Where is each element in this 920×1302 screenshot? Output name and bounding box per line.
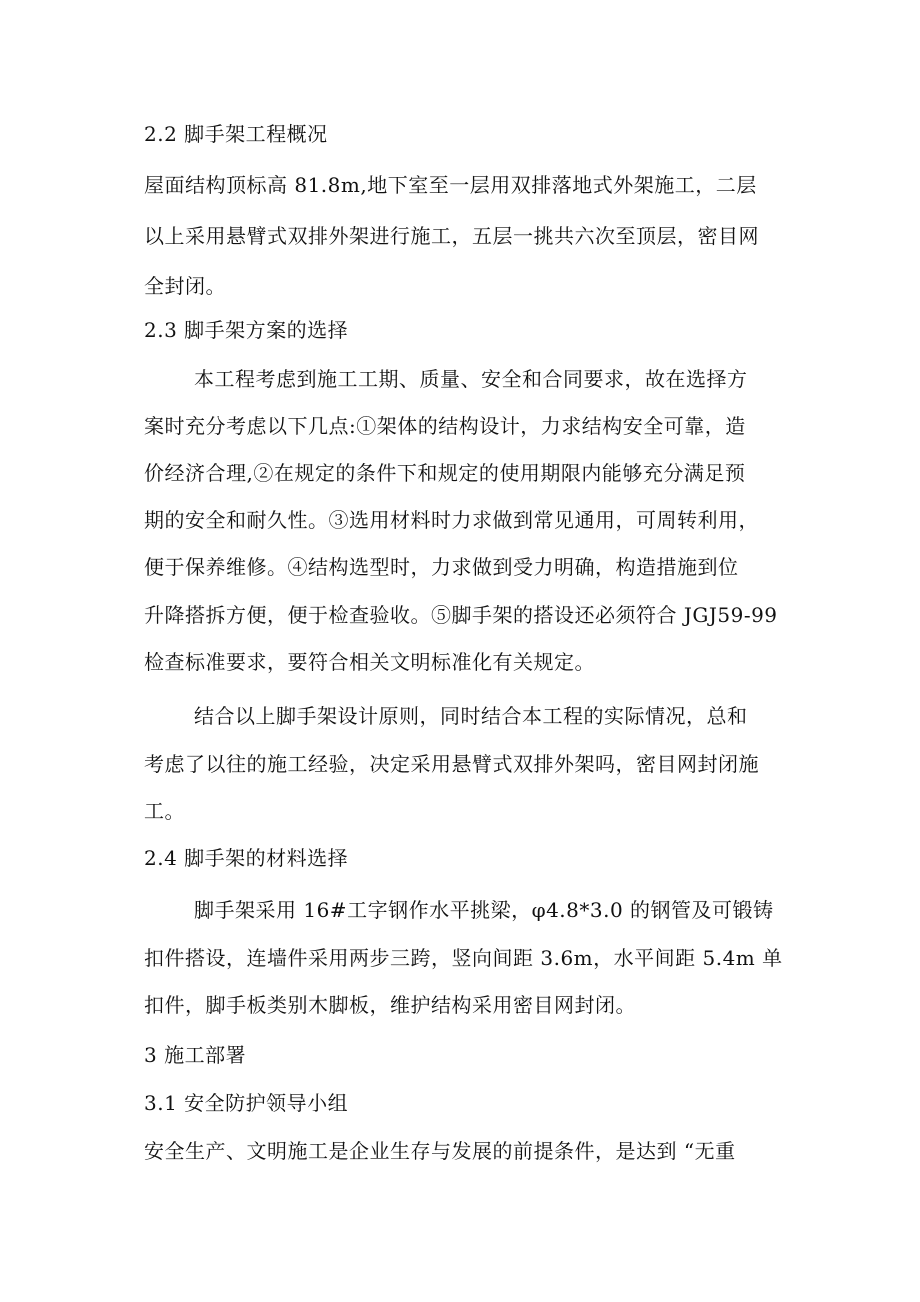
section-heading-2-3: 2.3 脚手架方案的选择: [144, 318, 349, 342]
paragraph-line: 本工程考虑到施工工期、质量、安全和合同要求，故在选择方: [194, 367, 748, 391]
paragraph-line: 价经济合理,②在规定的条件下和规定的使用期限内能够充分满足预: [144, 461, 746, 485]
section-heading-2-4: 2.4 脚手架的材料选择: [144, 846, 349, 870]
section-heading-3-1: 3.1 安全防护领导小组: [144, 1091, 349, 1115]
paragraph-line: 结合以上脚手架设计原则，同时结合本工程的实际情况，总和: [194, 704, 748, 728]
paragraph-line: 屋面结构顶标高 81.8m,地下室至一层用双排落地式外架施工，二层: [144, 173, 757, 197]
paragraph-line: 扣件，脚手板类别木脚板，维护结构采用密目网封闭。: [144, 993, 636, 1017]
paragraph-line: 工。: [144, 799, 185, 823]
paragraph-line: 全封闭。: [144, 274, 226, 298]
paragraph-line: 案时充分考虑以下几点:①架体的结构设计，力求结构安全可靠，造: [144, 414, 746, 438]
paragraph-line: 考虑了以往的施工经验，决定采用悬臂式双排外架吗，密目网封闭施: [144, 752, 759, 776]
section-heading-2-2: 2.2 脚手架工程概况: [144, 122, 328, 146]
paragraph-line: 安全生产、文明施工是企业生存与发展的前提条件，是达到 “无重: [144, 1139, 736, 1163]
paragraph-line: 脚手架采用 16#工字钢作水平挑梁，φ4.8*3.0 的钢管及可锻铸: [194, 898, 774, 922]
paragraph-line: 升降搭拆方便，便于检查验收。⑤脚手架的搭设还必须符合 JGJ59-99: [144, 603, 778, 627]
paragraph-line: 以上采用悬臂式双排外架进行施工，五层一挑共六次至顶层，密目网: [144, 224, 759, 248]
paragraph-line: 扣件搭设，连墙件采用两步三跨，竖向间距 3.6m，水平间距 5.4m 单: [144, 946, 783, 970]
paragraph-line: 期的安全和耐久性。③选用材料时力求做到常见通用，可周转利用，: [144, 508, 759, 532]
paragraph-line: 检查标准要求，要符合相关文明标准化有关规定。: [144, 650, 595, 674]
section-heading-3: 3 施工部署: [144, 1043, 247, 1067]
paragraph-line: 便于保养维修。④结构选型时，力求做到受力明确，构造措施到位: [144, 555, 739, 579]
